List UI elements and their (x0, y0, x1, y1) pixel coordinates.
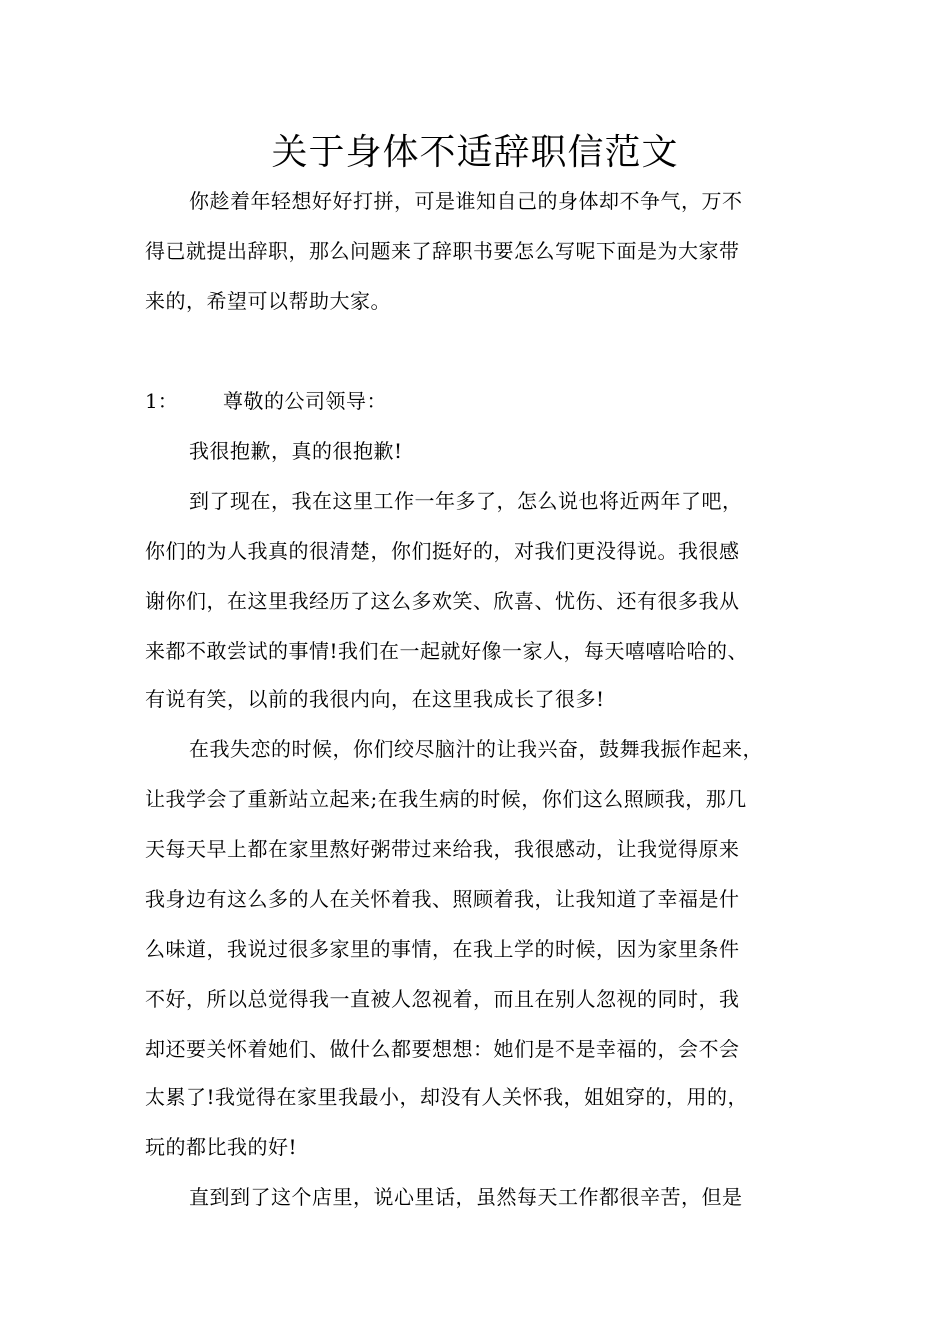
paragraph-line: 你们的为人我真的很清楚，你们挺好的，对我们更没得说。我很感 (145, 539, 740, 563)
paragraph-line: 不好，所以总觉得我一直被人忽视着，而且在别人忽视的同时，我 (145, 987, 740, 1011)
paragraph-line: 么味道，我说过很多家里的事情，在我上学的时候，因为家里条件 (145, 937, 740, 961)
intro-line: 你趁着年轻想好好打拼，可是谁知自己的身体却不争气，万不 (189, 189, 743, 213)
intro-line: 来的，希望可以帮助大家。 (145, 289, 391, 313)
document-title: 关于身体不适辞职信范文 (271, 132, 679, 173)
paragraph-line: 来都不敢尝试的事情!我们在一起就好像一家人，每天嘻嘻哈哈的、 (145, 639, 749, 663)
paragraph-line: 直到到了这个店里，说心里话，虽然每天工作都很辛苦，但是 (189, 1185, 743, 1209)
paragraph-line: 在我失恋的时候，你们绞尽脑汁的让我兴奋，鼓舞我振作起来， (189, 737, 763, 761)
paragraph-line: 我身边有这么多的人在关怀着我、照顾着我，让我知道了幸福是什 (145, 887, 740, 911)
paragraph-line: 有说有笑，以前的我很内向，在这里我成长了很多! (145, 687, 605, 711)
salutation: 尊敬的公司领导： (223, 389, 387, 413)
paragraph-line: 我很抱歉，真的很抱歉! (189, 439, 403, 463)
salutation-number: 1： (145, 389, 178, 413)
paragraph-line: 到了现在，我在这里工作一年多了，怎么说也将近两年了吧， (189, 489, 743, 513)
paragraph-line: 玩的都比我的好! (145, 1135, 298, 1159)
paragraph-line: 谢你们，在这里我经历了这么多欢笑、欣喜、忧伤、还有很多我从 (145, 589, 740, 613)
paragraph-line: 天每天早上都在家里熬好粥带过来给我，我很感动，让我觉得原来 (145, 837, 740, 861)
paragraph-line: 太累了!我觉得在家里我最小，却没有人关怀我，姐姐穿的，用的， (145, 1085, 749, 1109)
intro-line: 得已就提出辞职，那么问题来了辞职书要怎么写呢下面是为大家带 (145, 239, 740, 263)
paragraph-line: 让我学会了重新站立起来;在我生病的时候，你们这么照顾我，那几 (145, 787, 747, 811)
paragraph-line: 却还要关怀着她们、做什么都要想想：她们是不是幸福的，会不会 (145, 1037, 740, 1061)
